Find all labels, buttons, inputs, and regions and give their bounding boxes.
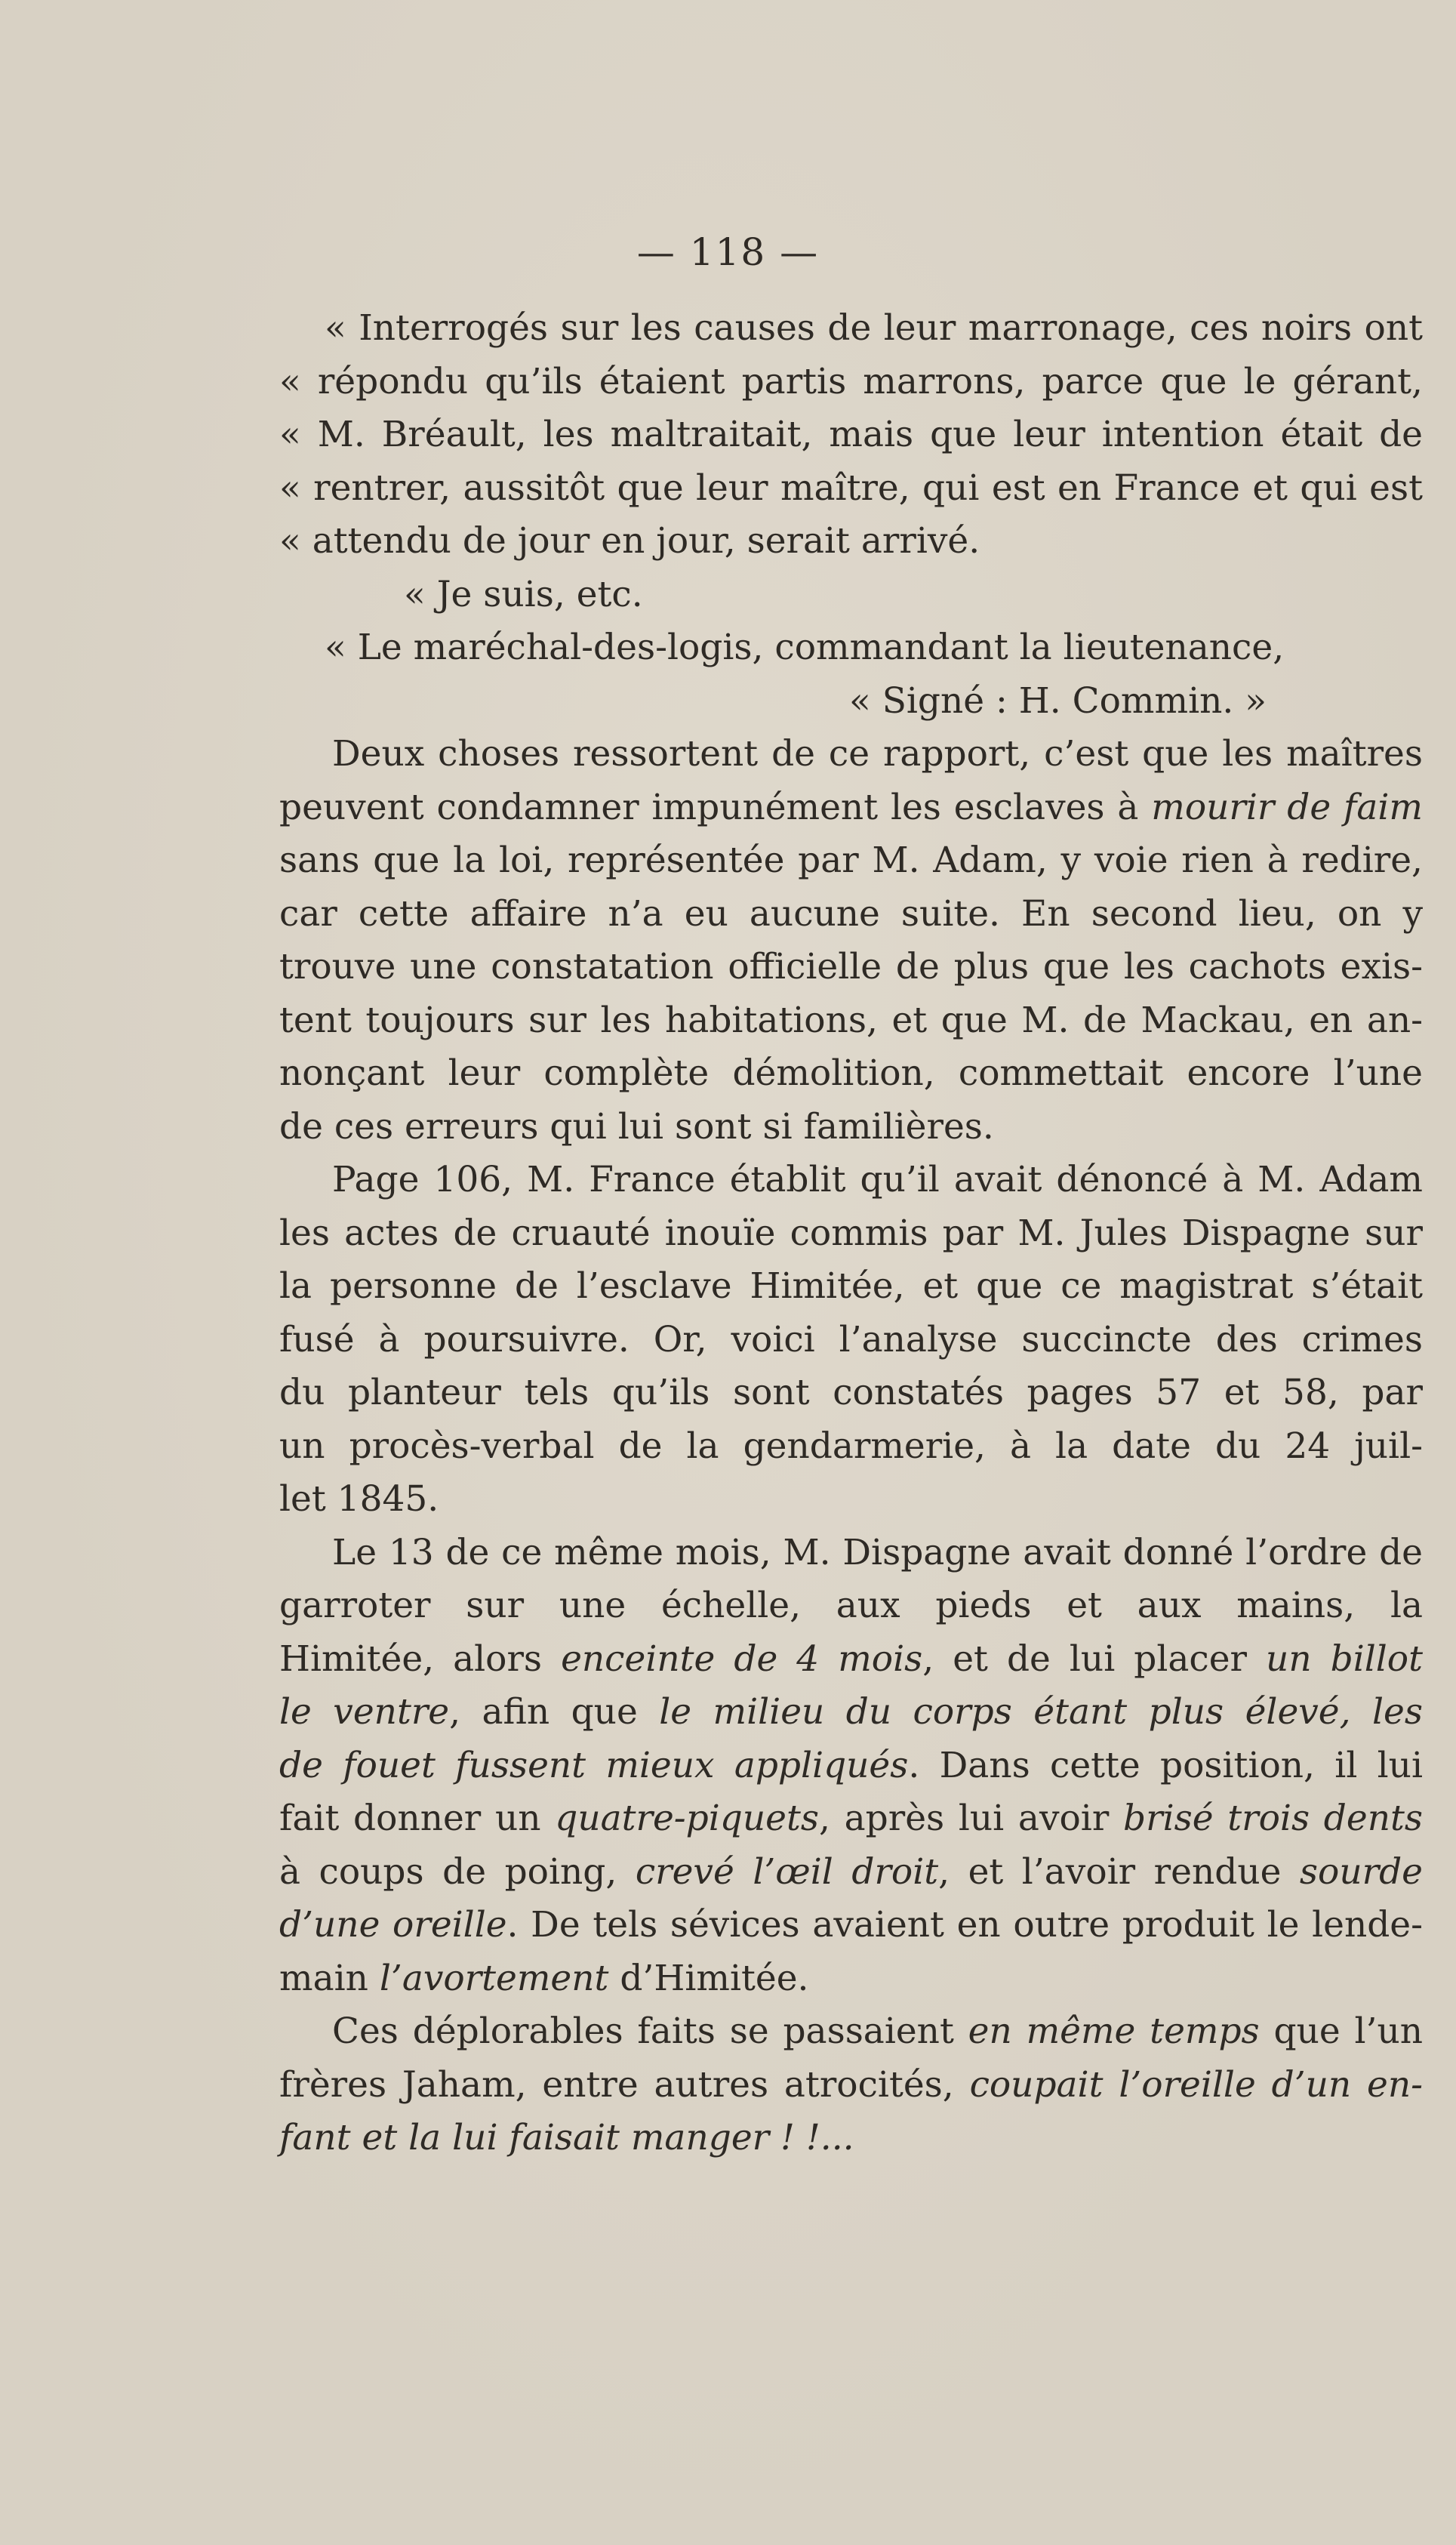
paragraph-line: de ces erreurs qui lui sont si familières. (279, 1105, 994, 1148)
paragraph-line: main l’avortement d’Himitée. (279, 1957, 809, 1999)
paragraph-line: un procès-verbal de la gendarmerie, à la date du 24 juil- (279, 1425, 1423, 1467)
signature: « Signé : H. Commin. » (849, 679, 1267, 722)
signatory-title: « Le maréchal-des-logis, commandant la lieutenance, (325, 627, 1285, 668)
paragraph-line: du planteur tels qu’ils sont constatés pages 57 et 58, par (279, 1372, 1423, 1413)
paragraph-line: à coups de poing, crevé l’œil droit, et l’avoir rendue sourde (279, 1850, 1423, 1893)
paragraph-line: nonçant leur complète démolition, commettait encore l’une (279, 1052, 1423, 1094)
paragraph-line: la personne de l’esclave Himitée, et que ce magistrat s’était (279, 1265, 1423, 1307)
paragraph-line: trouve une constatation officielle de plus que les cachots exis- (279, 946, 1423, 987)
page-text (279, 302, 1423, 2165)
quote-line: « Interrogés sur les causes de leur marronage, ces noirs ont (325, 307, 1423, 349)
quote-line: « rentrer, aussitôt que leur maître, qui est en France et qui est (279, 467, 1423, 509)
page-number: — 118 — (636, 230, 820, 274)
paragraph-line: let 1845. (279, 1478, 439, 1520)
paragraph-line: tent toujours sur les habitations, et que M. de Mackau, en an- (279, 999, 1423, 1041)
paragraph-line: Le 13 de ce même mois, M. Dispagne avait donné l’ordre de (332, 1531, 1423, 1573)
paragraph-line: garroter sur une échelle, aux pieds et aux mains, la (279, 1585, 1423, 1626)
quote-closing: « Je suis, etc. (404, 573, 643, 615)
paragraph-line: sans que la loi, représentée par M. Adam, y voie rien à redire, (279, 840, 1423, 881)
paragraph-line: Deux choses ressortent de ce rapport, c’est que les maîtres (332, 733, 1423, 775)
paragraph-line: les actes de cruauté inouïe commis par M. Jules Dispagne sur (279, 1212, 1423, 1254)
paragraph-line: Page 106, M. France établit qu’il avait dénoncé à M. Adam (332, 1159, 1423, 1200)
paragraph-line: d’une oreille. De tels sévices avaient en outre produit le lende- (279, 1904, 1423, 1946)
quote-line: « répondu qu’ils étaient partis marrons, parce que le gérant, (279, 360, 1423, 402)
quote-line: « M. Bréault, les maltraitait, mais que leur intention était de (279, 414, 1423, 455)
paragraph-line: de fouet fussent mieux appliqués. Dans cette position, il lui (279, 1744, 1423, 1786)
paragraph-line: car cette affaire n’a eu aucune suite. En second lieu, on y (279, 892, 1423, 935)
paragraph-line: Ces déplorables faits se passaient en même temps que l’un (332, 2010, 1423, 2052)
paragraph-line: fant et la lui faisait manger ! !... (279, 2117, 854, 2158)
paragraph-line: Himitée, alors enceinte de 4 mois, et de lui placer un billot (279, 1638, 1423, 1680)
paragraph-line: le ventre, afin que le milieu du corps étant plus élevé, les (279, 1691, 1423, 1733)
paragraph-line: frères Jaham, entre autres atrocités, coupait l’oreille d’un en- (279, 2063, 1423, 2106)
paragraph-line: fait donner un quatre-piquets, après lui avoir brisé trois dents (279, 1798, 1423, 1839)
quote-line: « attendu de jour en jour, serait arrivé. (279, 520, 980, 562)
paragraph-line: peuvent condamner impunément les esclaves à mourir de faim (279, 786, 1423, 828)
paragraph-line: fusé à poursuivre. Or, voici l’analyse succincte des crimes (279, 1318, 1423, 1360)
